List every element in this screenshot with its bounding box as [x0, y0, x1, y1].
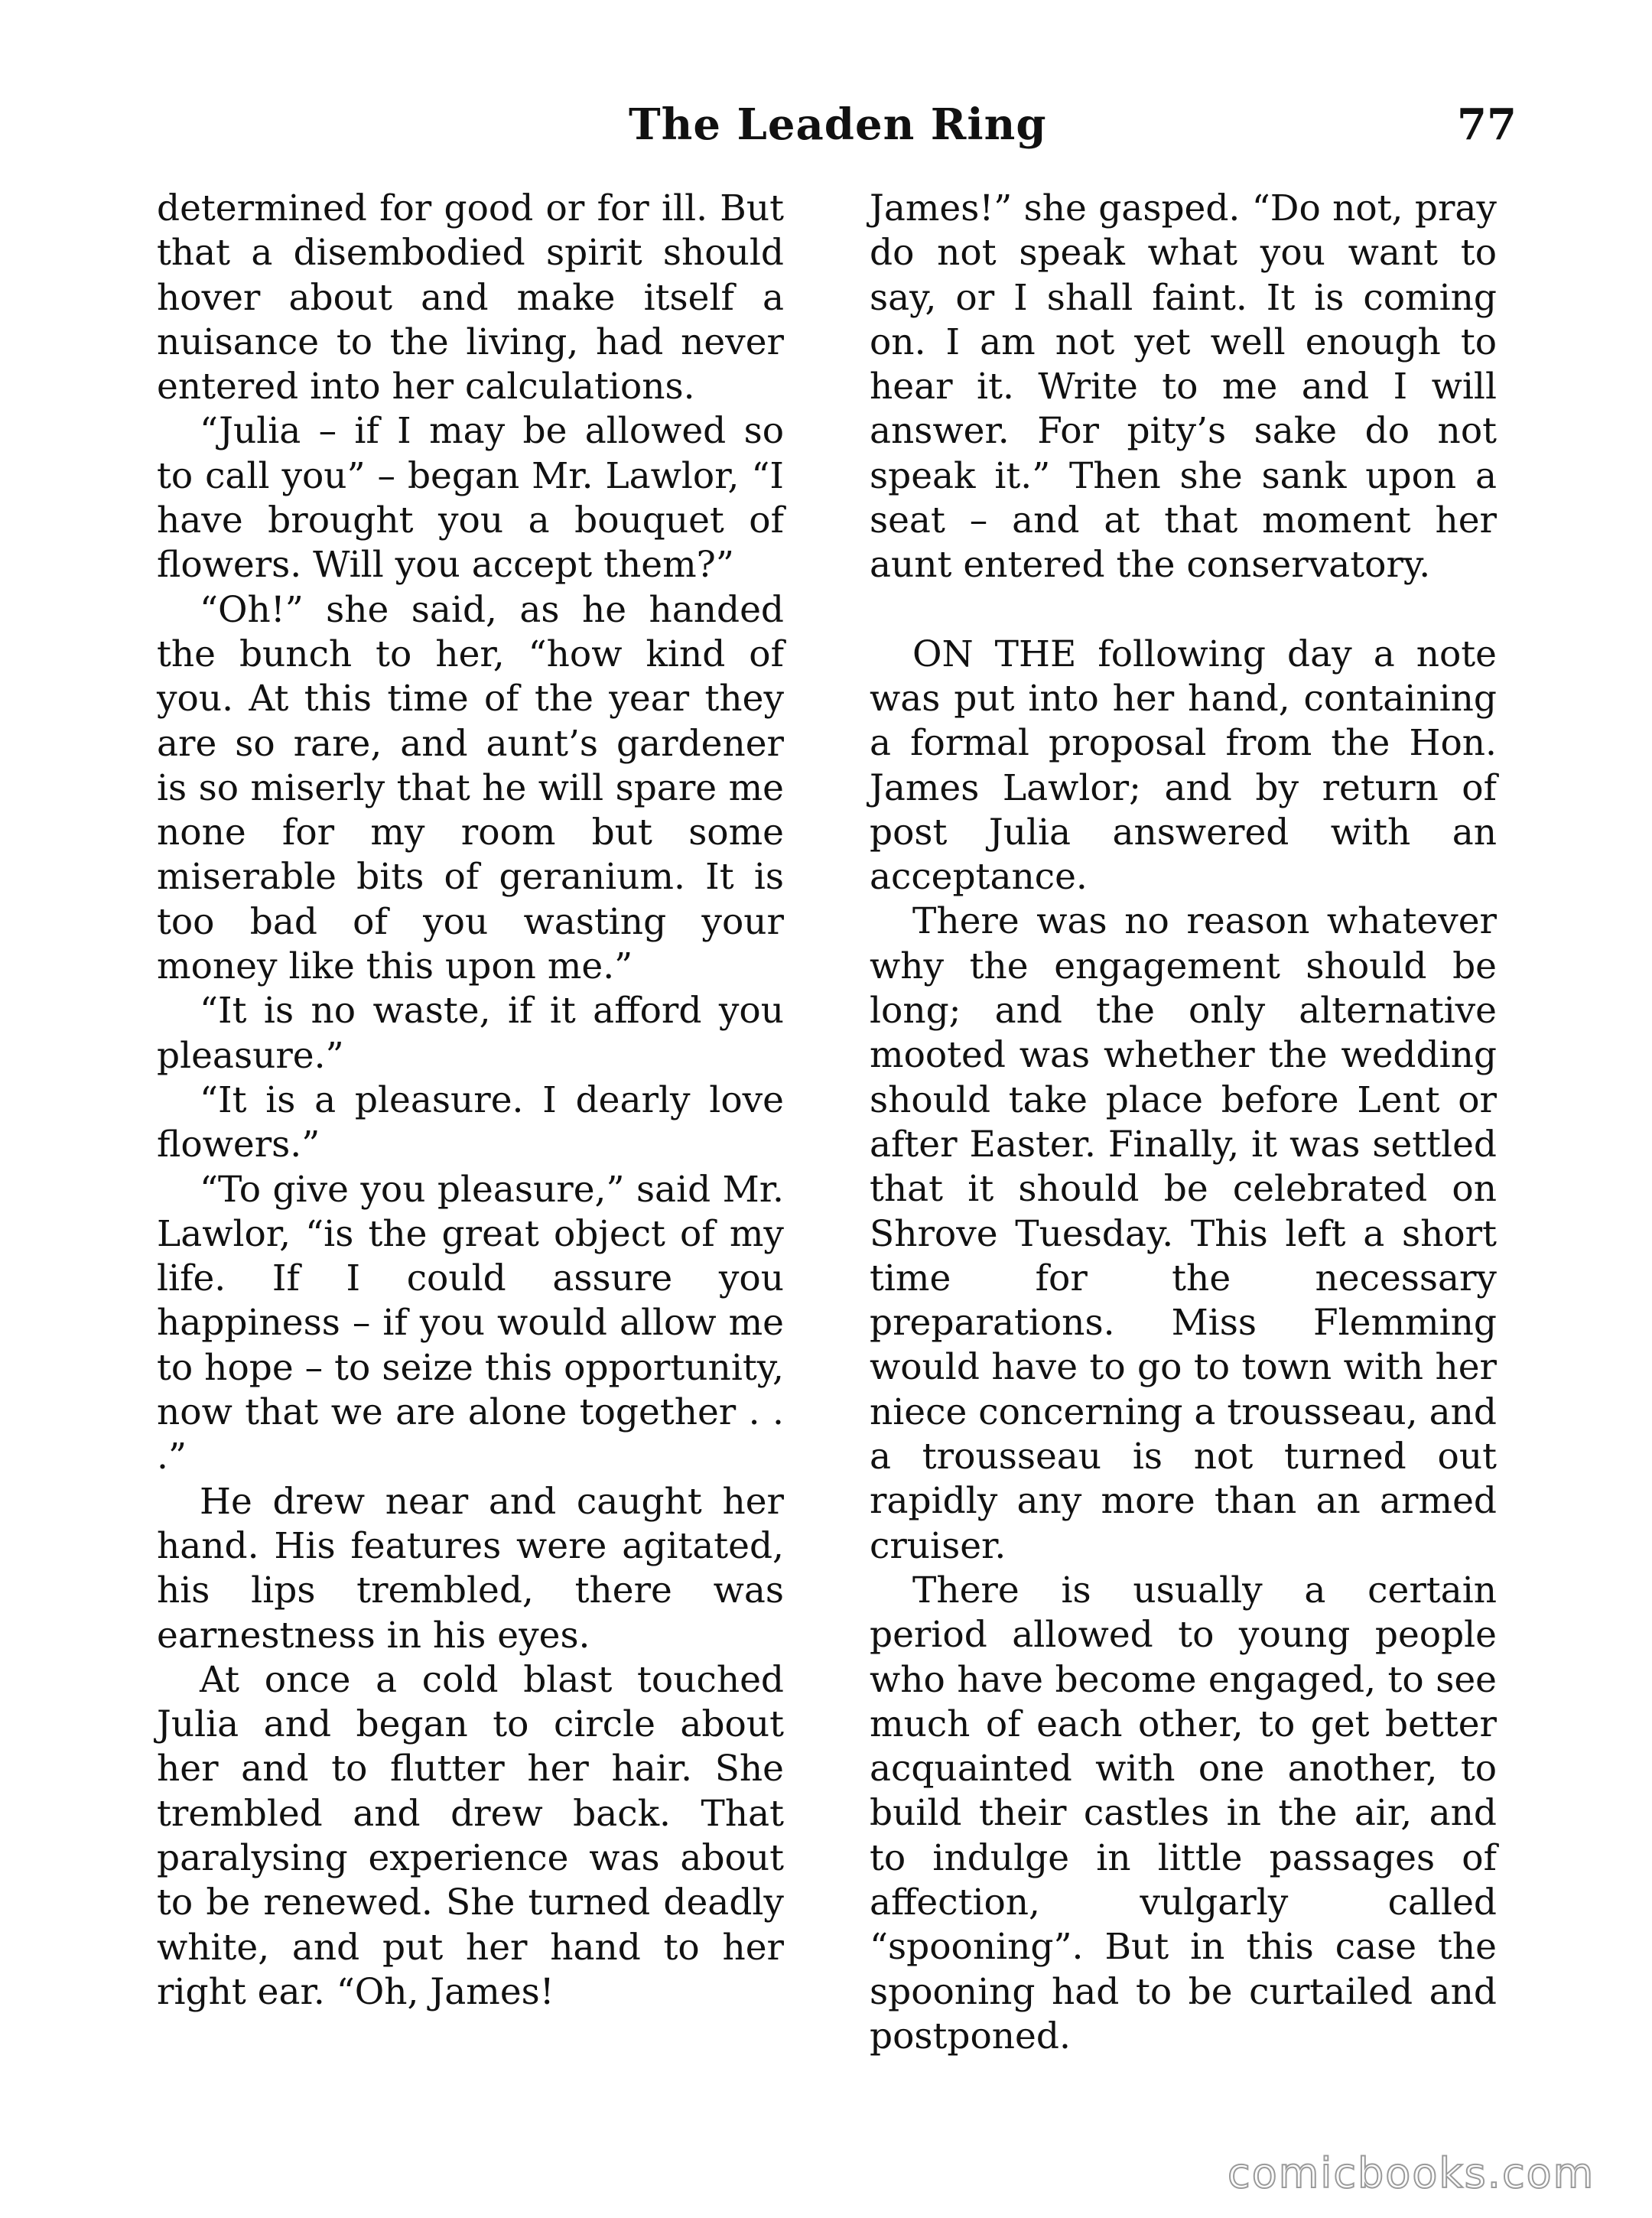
site-watermark: comicbooks.com [1228, 2149, 1595, 2197]
paragraph: James!” she gasped. “Do not, pray do not speak what you want to say, or I shall faint. It is coming on. I am not yet well enough to hear it. Write to me and I will answer. For pity’s sake do not speak it.” Then she sank upon a seat – and at that moment her aunt entered the conservatory. [870, 187, 1497, 587]
paragraph: “Julia – if I may be allowed so to call you” – began Mr. Lawlor, “I have brought you a bouquet of flowers. Will you accept them?” [157, 410, 784, 587]
running-title: The Leaden Ring [629, 99, 1047, 150]
paragraph: There was no reason whatever why the engagement should be long; and the only alternative mooted was whether the wedding should take place before Lent or after Easter. Finally, it was settled that it should be celebrated on Shrove Tuesday. This left a short time for the necessary preparations. Miss Flemming would have to go to town with her niece concerning a trousseau, and a trousseau is not turned out rapidly any more than an armed cruiser. [870, 900, 1497, 1567]
paragraph: At once a cold blast touched Julia and began to circle about her and to flutter her hair. She trembled and drew back. That paralysing experience was about to be renewed. She turned deadly white, and put her hand to her right ear. “Oh, James! [157, 1658, 784, 2013]
paragraph: He drew near and caught her hand. His features were agitated, his lips trembled, there was earnestness in his eyes. [157, 1480, 784, 1657]
paragraph: “Oh!” she said, as he handed the bunch to her, “how kind of you. At this time of the year they are so rare, and aunt’s gardener is so miserly that he will spare me none for my room but some miserable bits of geranium. It is too bad of you wasting your money like this upon me.” [157, 588, 784, 988]
paragraph: “It is a pleasure. I dearly love flowers.” [157, 1078, 784, 1166]
running-head [0, 99, 1652, 161]
paragraph: There is usually a certain period allowed to young people who have become engaged, to see much of each other, to get better acquainted with one another, to build their castles in the air, and to indulge in little passages of affection, vulgarly called “spooning”. But in this case the spooning had to be curtailed and postponed. [870, 1569, 1497, 2057]
right-text-column [870, 187, 1497, 2059]
paragraph: “To give you pleasure,” said Mr. Lawlor, “is the great object of my life. If I could assure you happiness – if you would allow me to hope – to seize this opportunity, now that we are alone together . . .” [157, 1168, 784, 1478]
paragraph: determined for good or for ill. But that a disembodied spirit should hover about and make itself a nuisance to the living, had never entered into her calculations. [157, 187, 784, 408]
left-text-column [157, 187, 784, 2015]
page-number: 77 [1457, 99, 1517, 150]
paragraph: “It is no waste, if it afford you pleasure.” [157, 990, 784, 1077]
section-start-paragraph: ON THE following day a note was put into her hand, containing a formal proposal from the Hon. James Lawlor; and by return of post Julia answered with an acceptance. [870, 633, 1497, 899]
